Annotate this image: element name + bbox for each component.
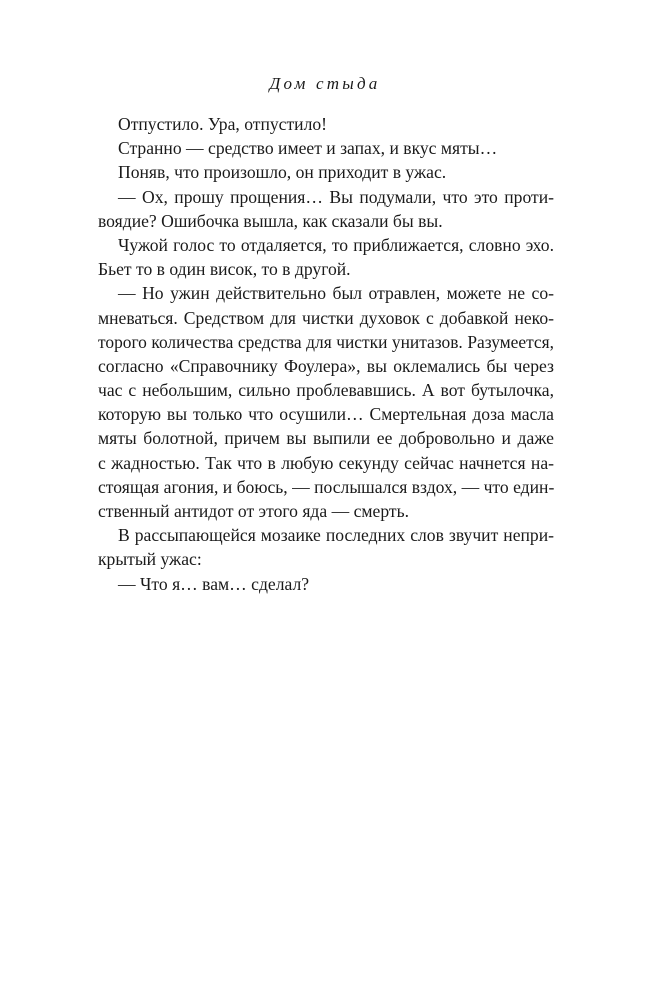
text-line: час с небольшим, сильно проблевавшись. А вот бутылочка, [98, 380, 554, 401]
text-line: Странно — средство имеет и запах, и вкус мяты… [118, 138, 498, 159]
text-line: торого количества средства для чистки унитазов. Разумеется, [98, 331, 554, 352]
text-line: — Но ужин действительно был отравлен, можете не со- [118, 283, 554, 304]
running-head: Дом стыда [269, 74, 381, 93]
text-line: которую вы только что осушили… Смертельная доза масла [98, 404, 554, 425]
text-line: Поняв, что произошло, он приходит в ужас. [118, 162, 447, 183]
body-text [98, 112, 554, 596]
text-line: крытый ужас: [98, 549, 202, 570]
text-line: стоящая агония, и боюсь, — послышался вздох, — что един- [98, 476, 555, 497]
text-line: В рассыпающейся мозаике последних слов звучит непри- [118, 525, 554, 546]
text-line: мневаться. Средством для чистки духовок с добавкой неко- [98, 307, 554, 328]
text-line: мяты болотной, причем вы выпили ее добровольно и даже [98, 428, 554, 449]
text-line: — Что я… вам… сделал? [118, 573, 310, 594]
text-line: — Ох, прошу прощения… Вы подумали, что это проти- [118, 186, 554, 207]
text-line: ственный антидот от этого яда — смерть. [98, 501, 410, 521]
text-line: Бьет то в один висок, то в другой. [98, 259, 351, 280]
text-line: воядие? Ошибочка вышла, как сказали бы вы. [98, 210, 443, 231]
text-line: Отпустило. Ура, отпустило! [118, 114, 328, 134]
text-line: с жадностью. Так что в любую секунду сейчас начнется на- [98, 452, 554, 473]
text-line: Чужой голос то отдаляется, то приближается, словно эхо. [118, 234, 554, 255]
text-line: согласно «Справочнику Фоулера», вы оклемались бы через [98, 355, 554, 376]
